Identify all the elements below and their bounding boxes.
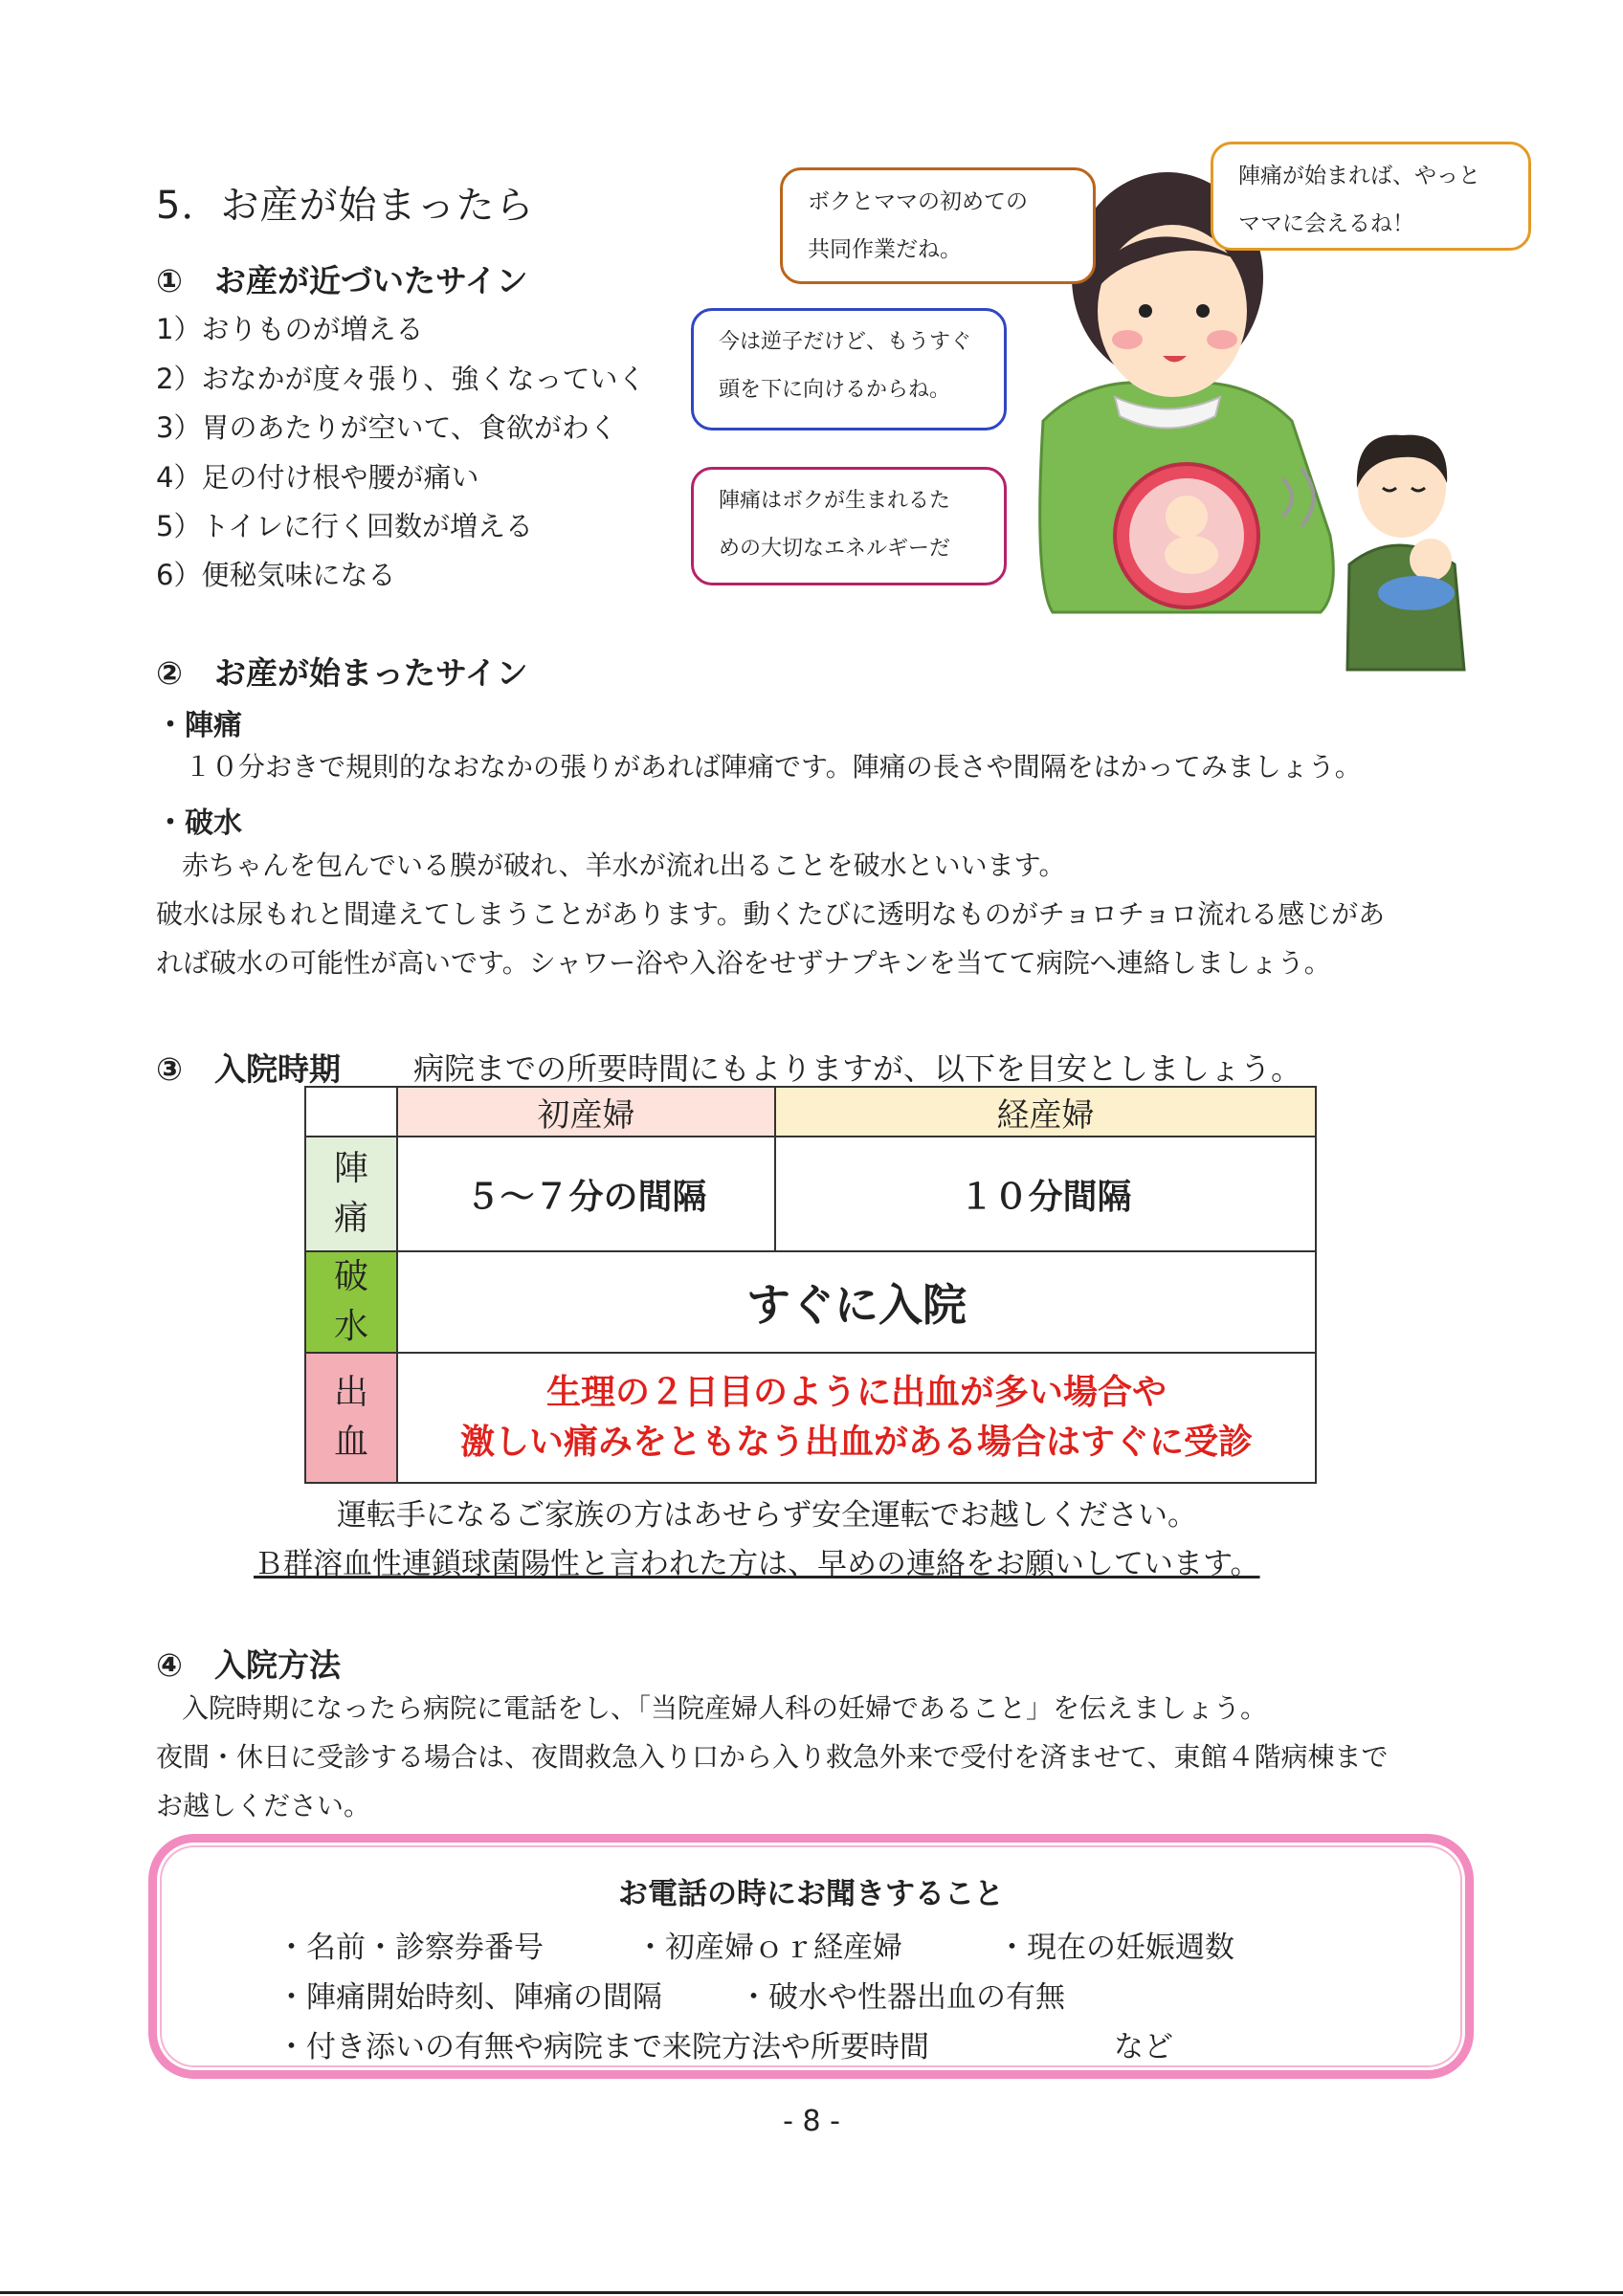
labor-multi-value: １０分間隔 — [775, 1137, 1316, 1251]
s4-text-2: 夜間・休日に受診する場合は、夜間救急入り口から入り救急外来で受付を済ませて、東館４階病棟まで — [156, 1741, 1389, 1773]
phone-box-line-1 — [277, 1923, 1234, 1966]
gbs-note: Ｂ群溶血性連鎖球菌陽性と言われた方は、早めの連絡をお願いしています。 — [254, 1547, 1260, 1581]
row-label-labor — [305, 1137, 397, 1251]
speech-bubble-4 — [691, 467, 1007, 585]
bleed-line-1: 生理の２日目のように出血が多い場合や — [545, 1373, 1167, 1412]
bubble-3-line-1: 今は逆子だけど、もうすぐ — [719, 330, 972, 354]
baby-body-shape — [1378, 576, 1455, 610]
mother-eye-left — [1139, 304, 1152, 318]
phone-item-etc: など — [1114, 2030, 1173, 2064]
s4-text-1: 入院時期になったら病院に電話をし、「当院産婦人科の妊婦であること」を伝えましょう。 — [182, 1692, 1268, 1724]
phone-box-title: お電話の時にお聞きすること — [618, 1877, 1004, 1911]
phone-item-water-bleed: ・破水や性器出血の有無 — [739, 1980, 1065, 2015]
section-title: 5．お産が始まったら — [156, 184, 535, 228]
header-multi-birth: 経産婦 — [775, 1087, 1316, 1137]
mother-eye-right — [1196, 304, 1210, 318]
water-text-1: 赤ちゃんを包んでいる膜が破れ、羊水が流れ出ることを破水といいます。 — [182, 850, 1066, 881]
mother-cheek-right — [1207, 330, 1237, 349]
phone-item-labor-time: ・陣痛開始時刻、陣痛の間隔 — [277, 1980, 662, 2015]
row-label-labor-char-1: 陣 — [333, 1149, 368, 1188]
phone-box-line-2 — [277, 1973, 1065, 2016]
bleed-line-2: 激しい痛みをともなう出血がある場合はすぐに受診 — [459, 1423, 1253, 1462]
bubble-2-line-2: ママに会えるね！ — [1238, 211, 1414, 236]
phone-box-line-3 — [277, 2022, 1173, 2065]
s3-subtext: 病院までの所要時間にもよりますが、以下を目安としましょう。 — [413, 1050, 1302, 1087]
s1-item-6: 6）便秘気味になる — [156, 559, 396, 591]
bubble-1-line-2: 共同作業だね。 — [808, 237, 962, 262]
bubble-4-line-1: 陣痛はボクが生まれるた — [719, 489, 951, 513]
driver-note: 運転手になるご家族の方はあせらず安全運転でお越しください。 — [337, 1498, 1197, 1533]
water-text-3: れば破水の可能性が高いです。シャワー浴や入浴をせずナプキンを当てて病院へ連絡しましょう。 — [156, 947, 1331, 979]
s1-item-1: 1）おりものが増える — [156, 313, 424, 345]
speech-bubble-1 — [780, 167, 1096, 284]
table-corner-cell — [305, 1087, 397, 1137]
row-label-bleed-char-1: 出 — [333, 1373, 368, 1412]
phone-item-birth-type: ・初産婦ｏｒ経産婦 — [635, 1931, 902, 1965]
row-label-bleed-char-2: 血 — [333, 1423, 368, 1462]
s4-heading: ④ 入院方法 — [156, 1646, 341, 1684]
s1-heading: ① お産が近づいたサイン — [156, 262, 528, 299]
bubble-2-line-1: 陣痛が始まれば、やっと — [1238, 164, 1480, 188]
page-number: - 8 - — [783, 2105, 840, 2138]
phone-item-weeks: ・現在の妊娠週数 — [997, 1931, 1234, 1965]
phone-item-escort: ・付き添いの有無や病院まで来院方法や所要時間 — [277, 2030, 929, 2064]
fetus-body-shape — [1165, 536, 1218, 574]
labor-title: ・陣痛 — [156, 709, 242, 742]
labor-text: １０分おきで規則的なおなかの張りがあれば陣痛です。陣痛の長さや間隔をはかってみましょう。 — [185, 751, 1362, 783]
bubble-1-line-1: ボクとママの初めての — [808, 189, 1028, 214]
header-first-birth: 初産婦 — [397, 1087, 775, 1137]
water-text-2: 破水は尿もれと間違えてしまうことがあります。動くたびに透明なものがチョロチョロ流れる感じがあ — [156, 898, 1386, 930]
phone-item-name: ・名前・診察券番号 — [277, 1931, 544, 1965]
bleed-value — [397, 1353, 1316, 1483]
mother-cheek-left — [1112, 330, 1143, 349]
row-label-labor-char-2: 痛 — [333, 1199, 368, 1238]
baby-head-shape — [1410, 539, 1452, 581]
bottom-rule — [0, 2291, 1623, 2294]
s4-text-3: お越しください。 — [156, 1790, 371, 1821]
admission-timing-table — [304, 1086, 1317, 1484]
row-label-water-char-1: 破 — [333, 1257, 368, 1296]
water-value: すぐに入院 — [397, 1251, 1316, 1353]
speech-bubble-2 — [1211, 142, 1531, 251]
phone-checklist-box — [148, 1834, 1474, 2079]
row-label-water-char-2: 水 — [333, 1307, 368, 1346]
bubble-3-line-2: 頭を下に向けるからね。 — [719, 378, 951, 402]
labor-first-value: ５～７分の間隔 — [397, 1137, 775, 1251]
s1-item-4: 4）足の付け根や腰が痛い — [156, 461, 479, 494]
s3-heading: ③ 入院時期 — [156, 1050, 341, 1088]
bubble-4-line-2: めの大切なエネルギーだ — [719, 537, 951, 561]
speech-bubble-3 — [691, 308, 1007, 430]
row-label-water — [305, 1251, 397, 1353]
row-label-bleed — [305, 1353, 397, 1483]
s2-heading: ② お産が始まったサイン — [156, 654, 528, 692]
fetus-head-shape — [1166, 496, 1208, 538]
s1-item-5: 5）トイレに行く回数が増える — [156, 510, 534, 542]
s1-item-3: 3）胃のあたりが空いて、食欲がわく — [156, 411, 617, 444]
s1-item-2: 2）おなかが度々張り、強くなっていく — [156, 363, 646, 395]
water-title: ・破水 — [156, 806, 242, 840]
